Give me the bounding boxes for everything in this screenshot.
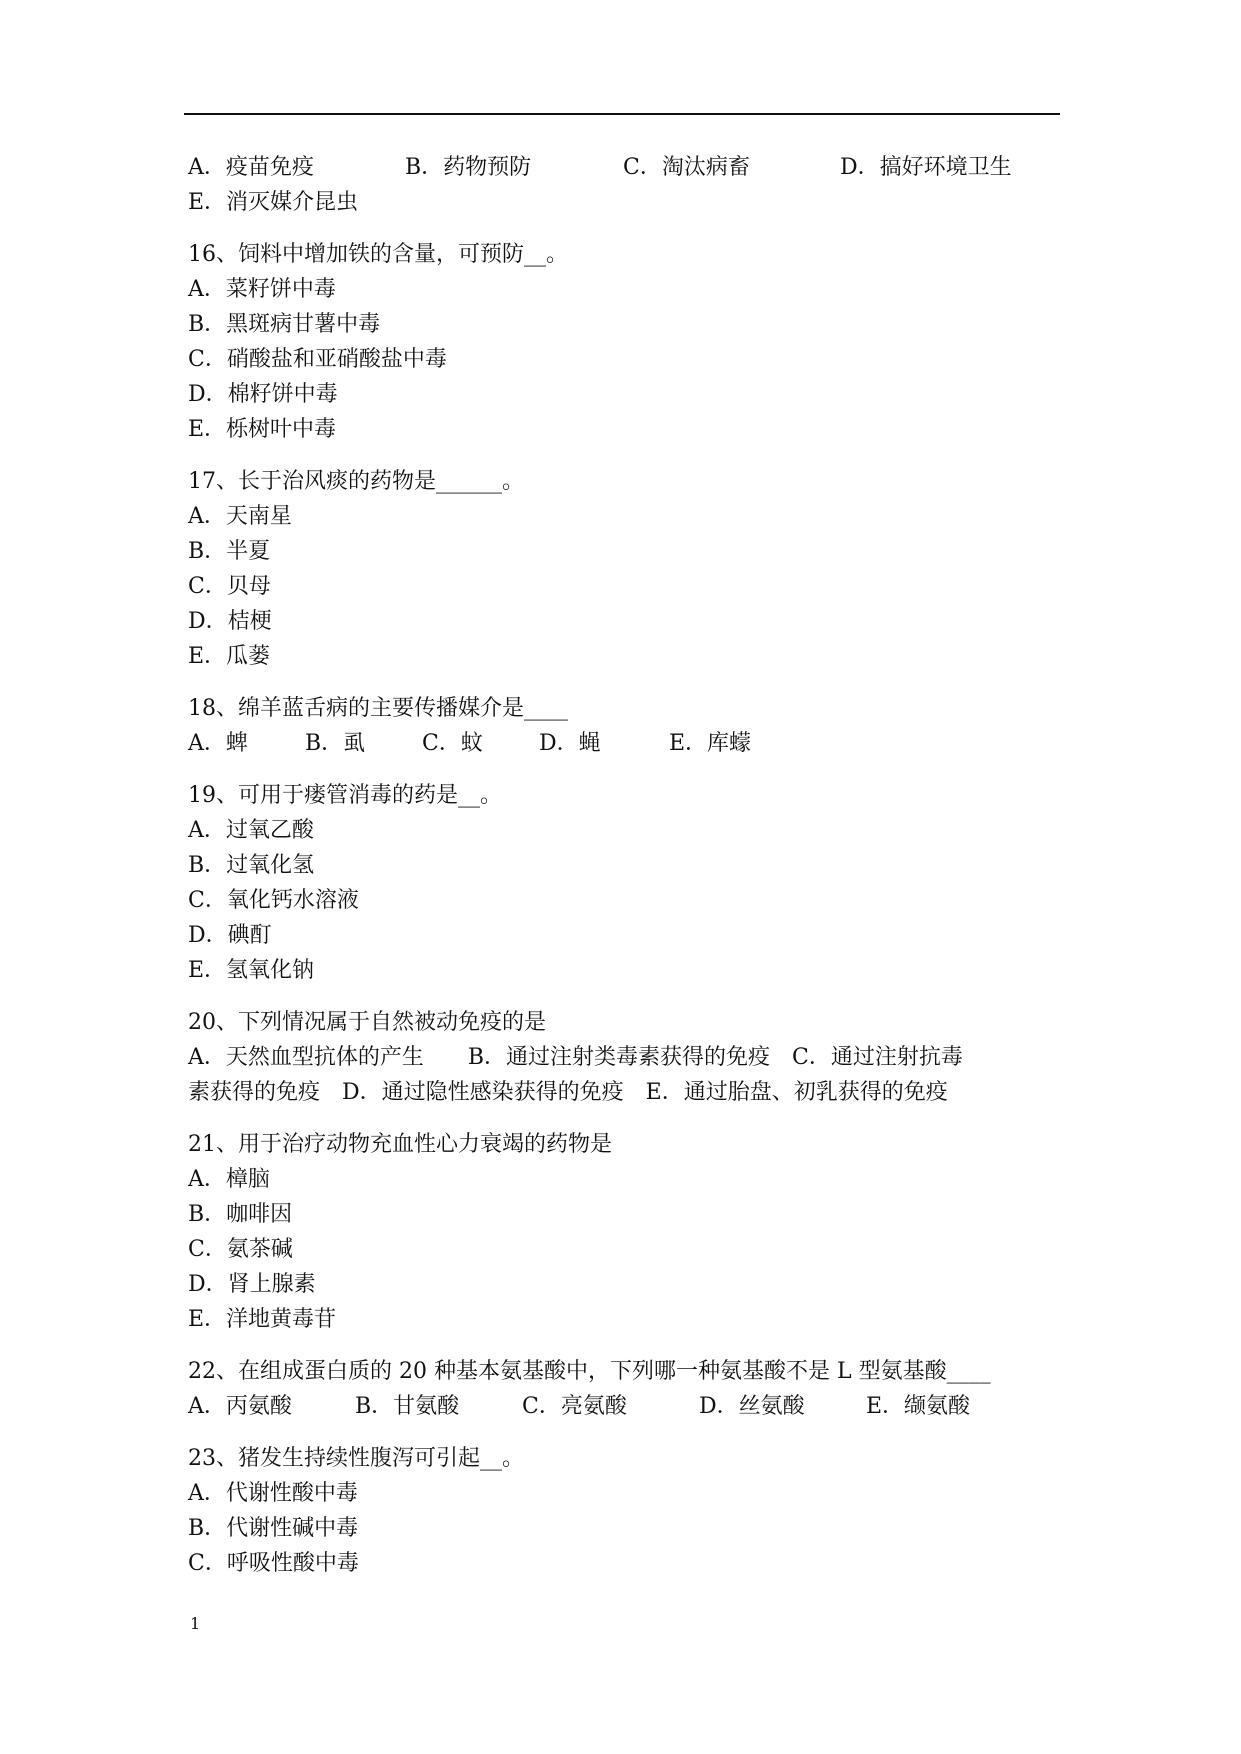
q22-option-e: E．缬氨酸 [866,1394,971,1419]
q16-option-e: E．栎树叶中毒 [188,417,337,442]
q20-stem: 20、下列情况属于自然被动免疫的是 [188,1010,546,1035]
page-number: 1 [190,1614,201,1633]
q19-option-c: C．氧化钙水溶液 [188,888,359,913]
q22-options-row [188,1389,1064,1424]
q17-option-b: B．半夏 [188,539,271,564]
q21-option-d: D．肾上腺素 [188,1272,316,1297]
page-content [188,150,1064,1581]
q15-option-a: A．疫苗免疫 [188,155,314,180]
header-rule [184,113,1060,115]
q17-option-a: A．天南星 [188,504,292,529]
q18-option-c: C．蚊 [422,731,483,756]
q15-options-row [188,150,1064,185]
q16-option-d: D．棉籽饼中毒 [188,382,338,407]
q18-stem: 18、绵羊蓝舌病的主要传播媒介是____ [188,696,568,721]
q15-option-e: E．消灭媒介昆虫 [188,190,359,215]
q21-option-e: E．洋地黄毒苷 [188,1307,337,1332]
q23-option-a: A．代谢性酸中毒 [188,1481,358,1506]
q19-option-a: A．过氧乙酸 [188,818,314,843]
q23-option-b: B．代谢性碱中毒 [188,1516,359,1541]
q22-option-c: C．亮氨酸 [522,1394,627,1419]
q22-option-b: B．甘氨酸 [355,1394,460,1419]
q17-option-c: C．贝母 [188,574,271,599]
q15-option-c: C．淘汰病畜 [623,155,750,180]
q16-option-a: A．菜籽饼中毒 [188,277,336,302]
q21-option-a: A．樟脑 [188,1167,270,1192]
q19-option-b: B．过氧化氢 [188,853,315,878]
q18-option-e: E．库蠓 [669,731,752,756]
q21-option-b: B．咖啡因 [188,1202,293,1227]
q17-stem: 17、长于治风痰的药物是______。 [188,469,524,494]
q15-option-b: B．药物预防 [405,155,532,180]
q15-option-d: D．搞好环境卫生 [840,155,1012,180]
q23-stem: 23、猪发生持续性腹泻可引起__。 [188,1446,524,1471]
q22-option-a: A．丙氨酸 [188,1394,292,1419]
q19-stem: 19、可用于瘘管消毒的药是__。 [188,783,502,808]
q16-option-c: C．硝酸盐和亚硝酸盐中毒 [188,347,447,372]
q19-option-d: D．碘酊 [188,923,272,948]
q16-option-b: B．黑斑病甘薯中毒 [188,312,381,337]
q22-option-d: D．丝氨酸 [699,1394,805,1419]
q20-options-line1: A．天然血型抗体的产生 B．通过注射类毒素获得的免疫 C．通过注射抗毒 [188,1045,963,1070]
q18-option-a: A．蜱 [188,731,248,756]
q23-option-c: C．呼吸性酸中毒 [188,1551,359,1576]
q18-option-d: D．蝇 [539,731,601,756]
q19-option-e: E．氢氧化钠 [188,958,315,983]
q20-options-line2: 素获得的免疫 D．通过隐性感染获得的免疫 E．通过胎盘、初乳获得的免疫 [188,1080,948,1105]
q18-options-row [188,726,1064,761]
q16-stem: 16、饲料中增加铁的含量，可预防__。 [188,242,568,267]
q21-stem: 21、用于治疗动物充血性心力衰竭的药物是 [188,1132,612,1157]
q21-option-c: C．氨茶碱 [188,1237,293,1262]
q17-option-d: D．桔梗 [188,609,272,634]
q22-stem: 22、在组成蛋白质的 20 种基本氨基酸中，下列哪一种氨基酸不是 L 型氨基酸____ [188,1359,991,1384]
q18-option-b: B．虱 [305,731,366,756]
q17-option-e: E．瓜蒌 [188,644,271,669]
